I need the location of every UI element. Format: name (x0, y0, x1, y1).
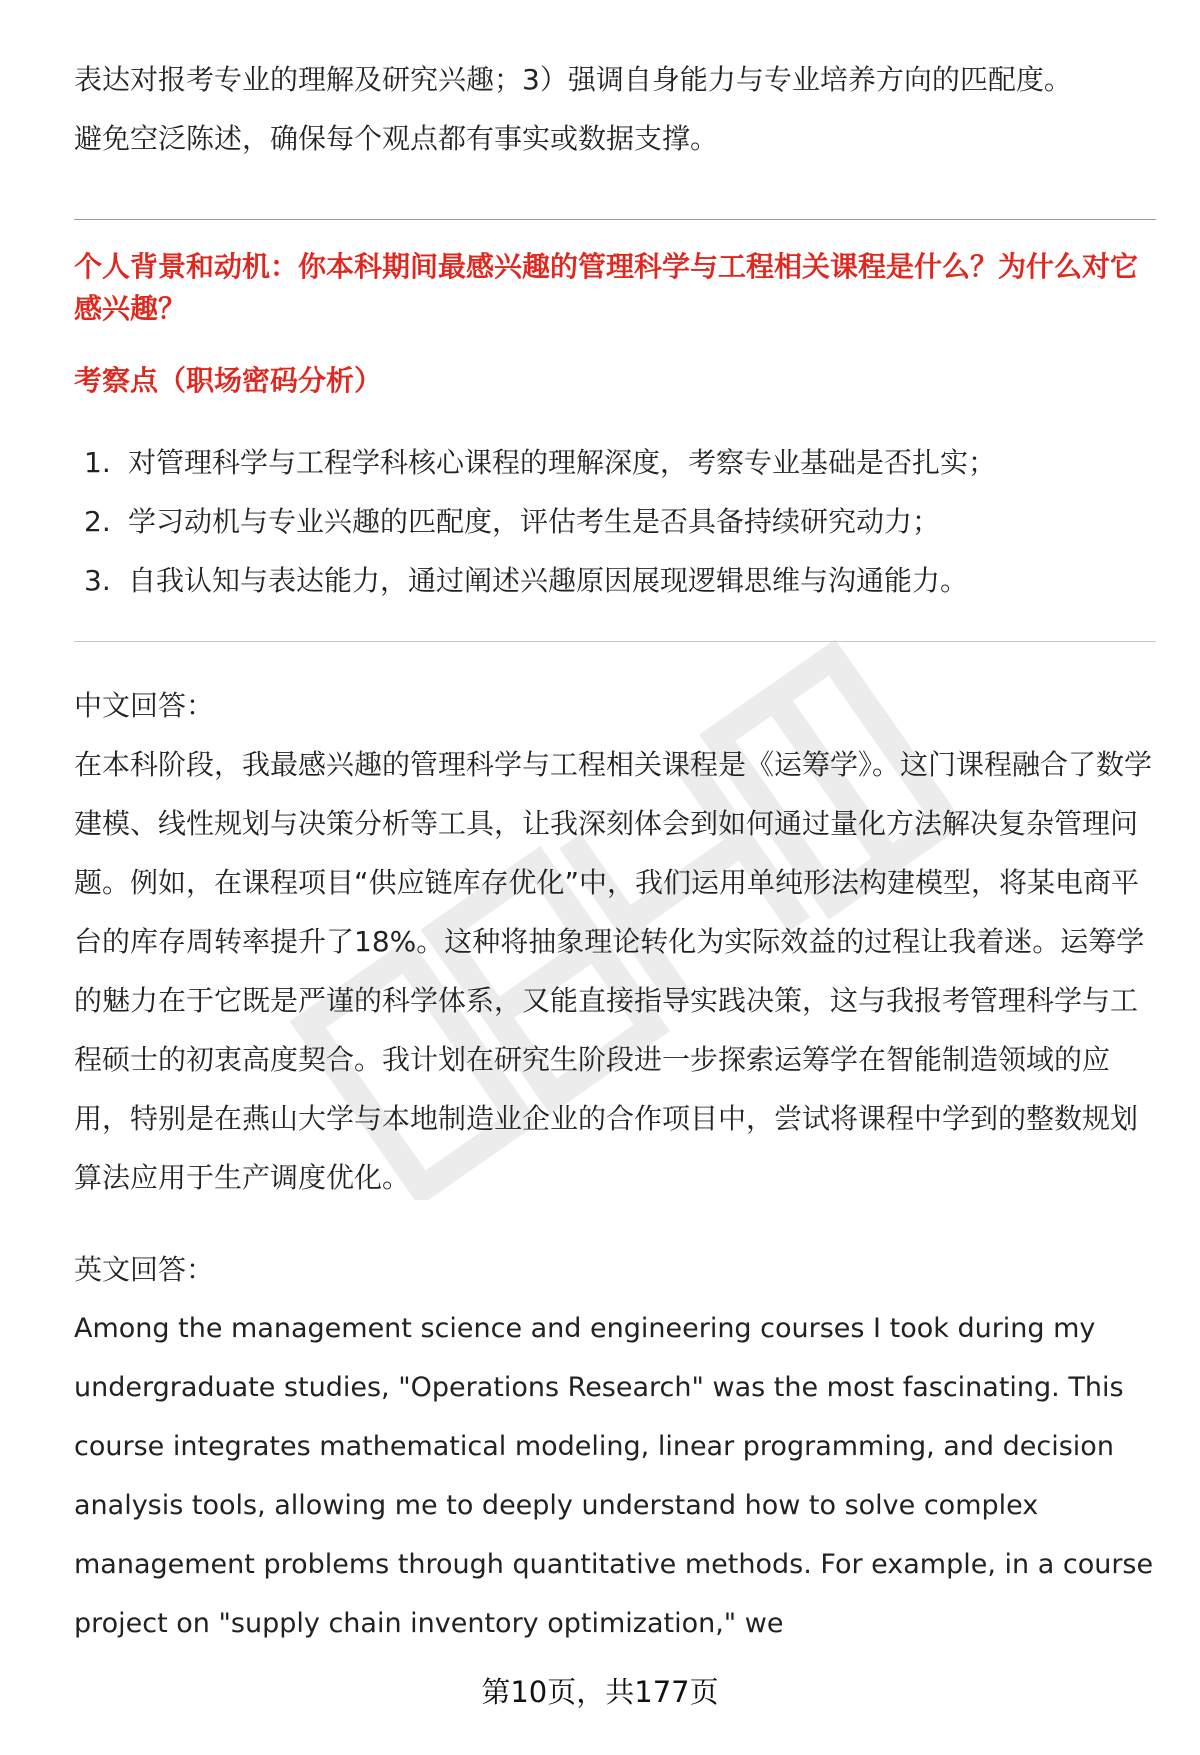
focus-points-title: 考察点（职场密码分析） (74, 364, 383, 397)
list-item-number: 1. (84, 446, 111, 479)
list-item (74, 433, 1154, 492)
section-divider (74, 641, 1156, 642)
english-answer-text: Among the management science and engineering courses I took during my undergraduate studies, "Operations Research" was the most fascinating. This course integrates mathematical modeling, linear programming, and decision analysis tools, allowing me to deeply understand how to solve complex management problems through quantitative methods. For example, in a course project on "supply chain inventory optimization," we (74, 1313, 1154, 1639)
list-item-text: 对管理科学与工程学科核心课程的理解深度，考察专业基础是否扎实； (128, 446, 997, 479)
chinese-answer-label: 中文回答： (74, 689, 215, 722)
chinese-answer-text: 在本科阶段，我最感兴趣的管理科学与工程相关课程是《运筹学》。这门课程融合了数学建模、线性规划与决策分析等工具，让我深刻体会到如何通过量化方法解决复杂管理问题。例如，在课程项目“供应链库存优化”中，我们运用单纯形法构建模型，将某电商平台的库存周转率提升了18%。这种将抽象理论转化为实际效益的过程让我着迷。运筹学的魅力在于它既是严谨的科学体系，又能直接指导实践决策，这与我报考管理科学与工程硕士的初衷高度契合。我计划在研究生阶段进一步探索运筹学在智能制造领域的应用，特别是在燕山大学与本地制造业企业的合作项目中，尝试将课程中学到的整数规划算法应用于生产调度优化。 (74, 748, 1153, 1194)
focus-points-list (74, 433, 1154, 610)
intro-line-2: 避免空泛陈述，确保每个观点都有事实或数据支撑。 (74, 122, 719, 155)
list-item-text: 自我认知与表达能力，通过阐述兴趣原因展现逻辑思维与沟通能力。 (128, 564, 969, 597)
list-item-number: 3. (84, 564, 111, 597)
list-item-text: 学习动机与专业兴趣的匹配度，评估考生是否具备持续研究动力； (128, 505, 941, 538)
list-item-number: 2. (84, 505, 111, 538)
list-item (74, 492, 1154, 551)
english-answer-label: 英文回答： (74, 1253, 215, 1286)
page-number: 第10页，共177页 (481, 1675, 719, 1709)
question-heading: 个人背景和动机：你本科期间最感兴趣的管理科学与工程相关课程是什么？为什么对它感兴趣？ (74, 250, 1139, 325)
intro-section (74, 50, 1154, 168)
intro-line-1: 表达对报考专业的理解及研究兴趣；3）强调自身能力与专业培养方向的匹配度。 (74, 63, 1072, 96)
section-divider (74, 219, 1156, 220)
list-item (74, 551, 1154, 610)
